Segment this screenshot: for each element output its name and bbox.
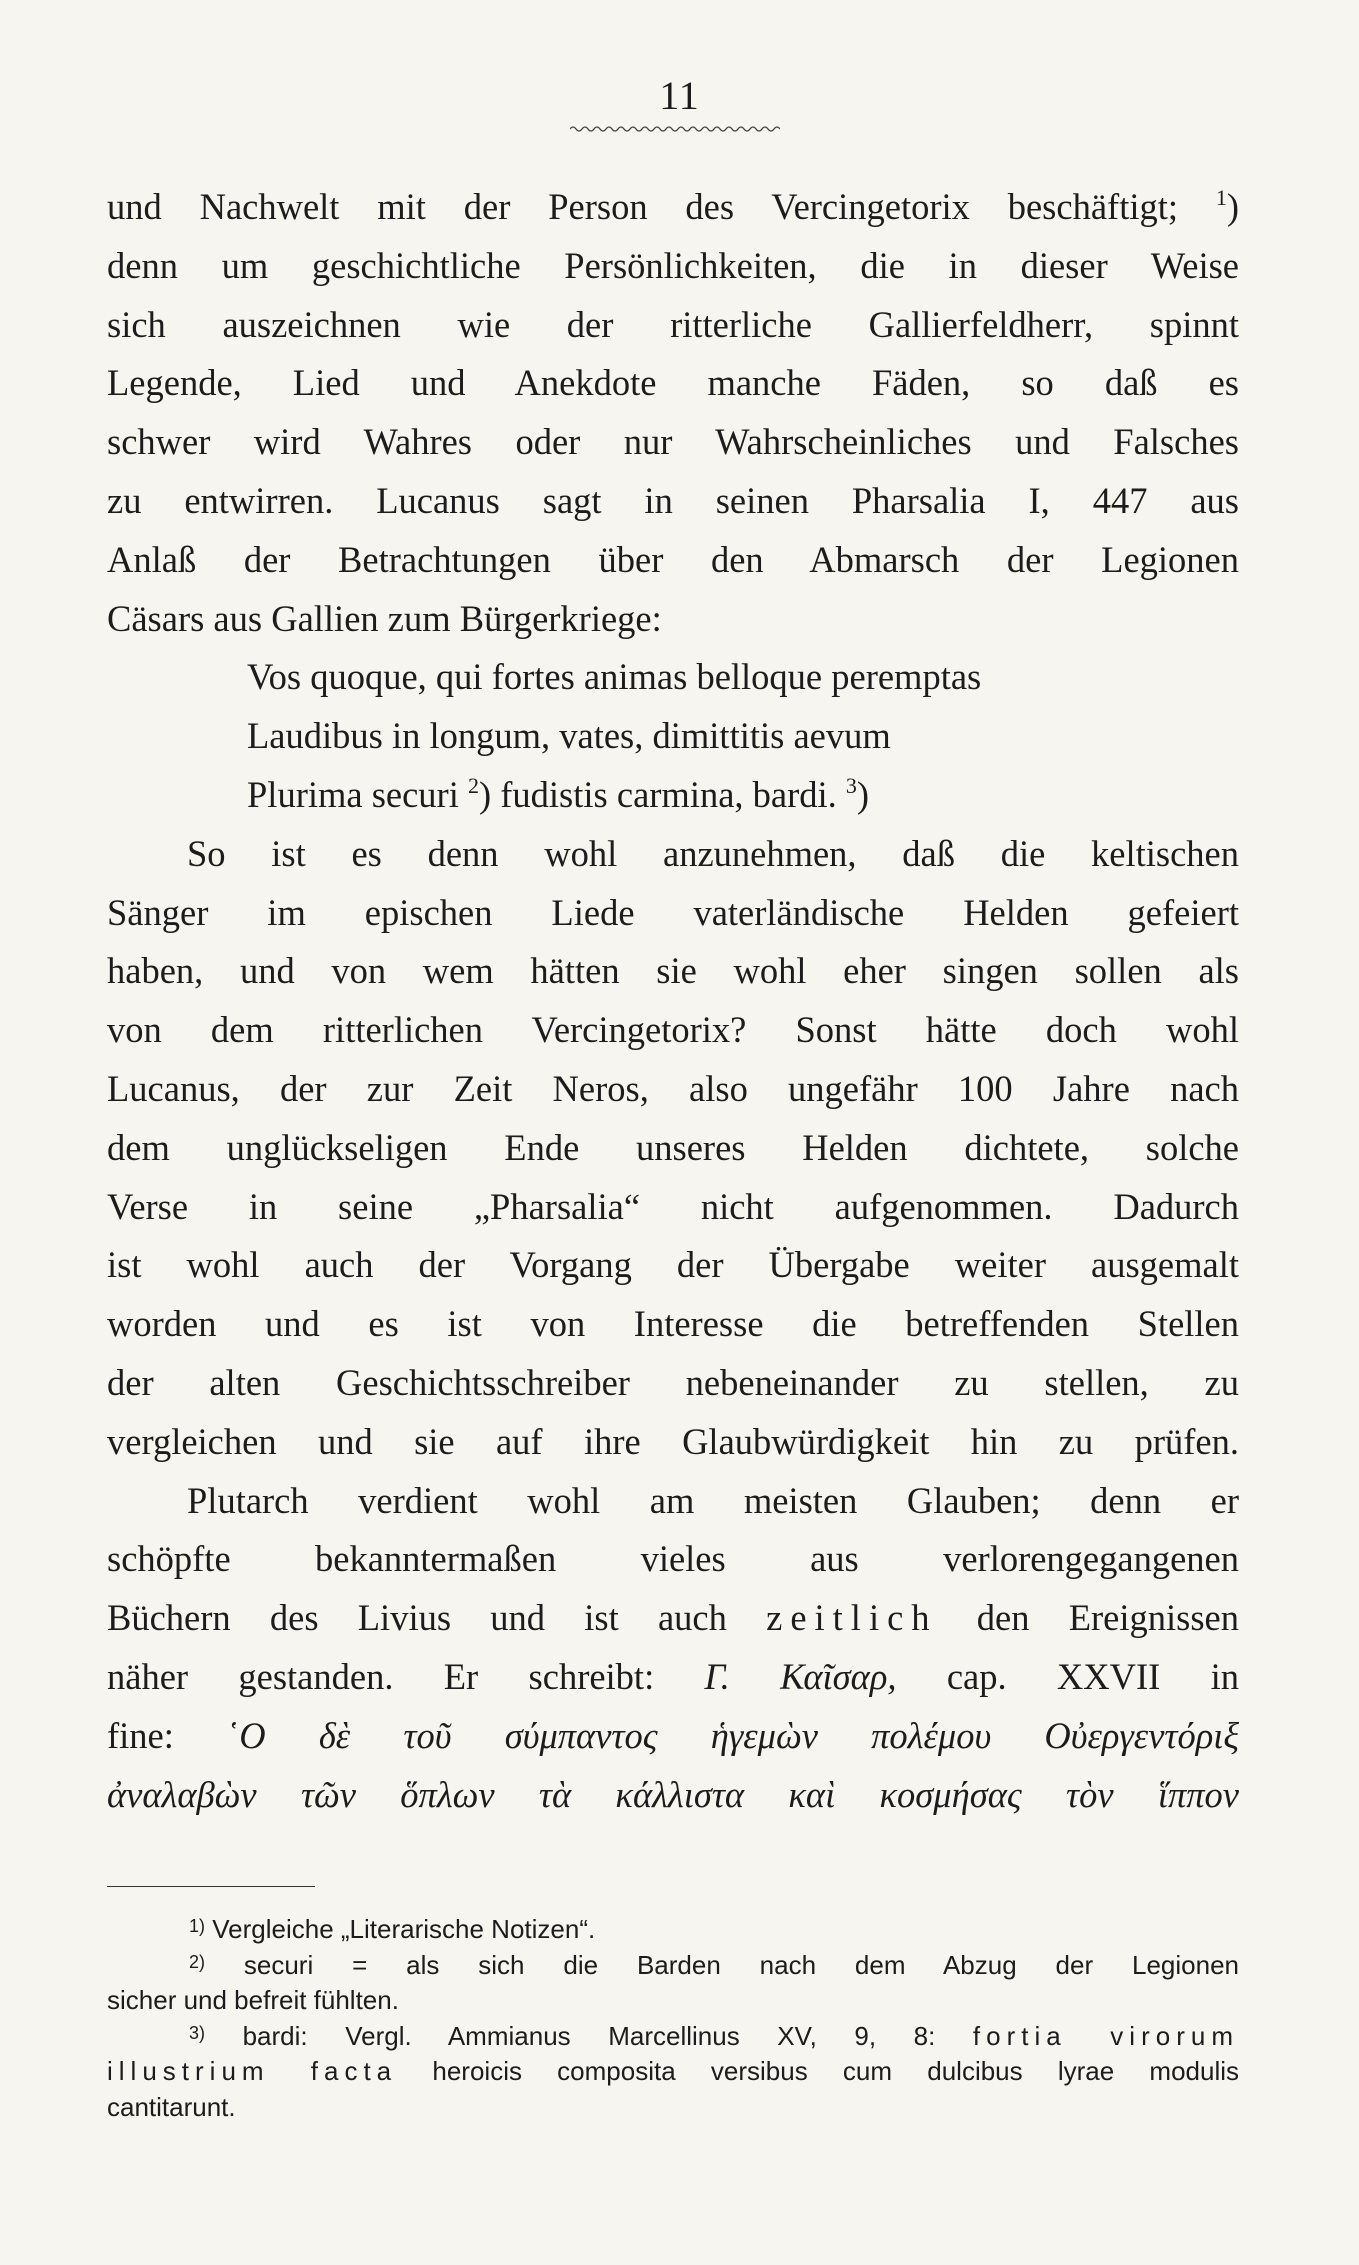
text-line: denn um geschichtliche Persönlichkeiten, die in dieser Weise [107, 244, 1239, 286]
verse-text: Plurima securi [247, 773, 459, 815]
footnote-text: securi = als sich die Barden nach dem Abzug der Legionen [243, 1949, 1239, 1980]
footnote-ref-3: 3 [845, 772, 857, 798]
text-line: von dem ritterlichen Vercingetorix? Sonst hätte doch wohl [107, 1009, 1239, 1051]
text-line [107, 1707, 1239, 1766]
text-line: dem unglückseligen Ende unseres Helden dichtete, solche [107, 1126, 1239, 1168]
footnotes [107, 1912, 1239, 2125]
verse-line: Vos quoque, qui fortes animas belloque peremptas [247, 656, 982, 698]
line-text: den Ereignissen [976, 1597, 1240, 1639]
text-line: zu entwirren. Lucanus sagt in seinen Pharsalia I, 447 aus [107, 479, 1239, 521]
text-line: Sänger im epischen Liede vaterländische Helden gefeiert [107, 891, 1239, 933]
text-line: Anlaß der Betrachtungen über den Abmarsch der Legionen [107, 538, 1239, 580]
footnote-marker: 1) [189, 1916, 206, 1936]
line-text: und Nachwelt mit der Person des Vercingetorix beschäftigt; [107, 186, 1179, 227]
verse-line [107, 766, 1239, 825]
verse-text: ) [856, 773, 870, 815]
text-line: vergleichen und sie auf ihre Glaubwürdigkeit hin zu prüfen. [107, 1420, 1239, 1462]
line-text: cap. XXVII in [946, 1655, 1240, 1697]
footnote-marker: 2) [189, 1951, 206, 1972]
text-line: Verse in seine „Pharsalia“ nicht aufgenommen. Dadurch [107, 1185, 1239, 1227]
footnote-2 [107, 1948, 1239, 1984]
page-number: 11 [659, 73, 700, 118]
line-text: ) [1226, 186, 1240, 227]
footnote-3 [107, 2019, 1239, 2055]
footnote-ref-1: 1 [1215, 185, 1227, 210]
footnote-2-continued: sicher und befreit fühlten. [107, 1985, 399, 2015]
text-line: ist wohl auch der Vorgang der Übergabe weiter ausgemalt [107, 1244, 1239, 1286]
paragraph-3 [107, 1472, 1239, 1825]
verse-text: ) fudistis carmina, bardi. [478, 773, 837, 815]
footnote-1 [107, 1912, 1239, 1948]
text-line [107, 1589, 1239, 1648]
text-line: Legende, Lied und Anekdote manche Fäden, so daß es [107, 362, 1239, 404]
footnote-3-end: cantitarunt. [107, 2091, 236, 2122]
footnote-text: Vergleiche „Literarische Notizen“. [212, 1914, 596, 1944]
text-line: Lucanus, der zur Zeit Neros, also ungefähr 100 Jahre nach [107, 1067, 1239, 1109]
greek-quote-line: ἀναλαβὼν τῶν ὅπλων τὰ κάλλιστα καὶ κοσμήσας τὸν ἵππον [107, 1773, 1239, 1815]
footnote-emphasis: fortia virorum [972, 2020, 1239, 2051]
footnote-text: heroicis composita versibus cum dulcibus lyrae modulis [432, 2056, 1240, 2086]
verse-line: Laudibus in longum, vates, dimittitis aevum [247, 715, 891, 757]
footnote-3-continued [107, 2054, 1239, 2090]
text-line: worden und es ist von Interesse die betreffenden Stellen [107, 1303, 1239, 1345]
footnote-separator [107, 1886, 315, 1887]
paragraph-1 [107, 178, 1239, 648]
text-line: schwer wird Wahres oder nur Wahrscheinliches und Falsches [107, 421, 1239, 463]
emphasized-word: zeitlich [766, 1597, 938, 1639]
footnote-emphasis: illustrium facta [107, 2056, 398, 2086]
text-line: Plutarch verdient wohl am meisten Glauben; denn er [187, 1479, 1239, 1521]
page-number-ornament [570, 124, 780, 134]
text-line: haben, und von wem hätten sie wohl eher singen sollen als [107, 950, 1239, 992]
line-text: Büchern des Livius und ist auch [107, 1597, 727, 1639]
text-line: Cäsars aus Gallien zum Bürgerkriege: [107, 597, 662, 639]
footnote-ref-2: 2 [467, 772, 479, 798]
text-line: schöpfte bekanntermaßen vieles aus verlorengegangenen [107, 1538, 1239, 1580]
greek-title: Γ. Καῖσαρ, [704, 1655, 897, 1697]
line-text: fine: [107, 1714, 174, 1756]
paragraph-2 [107, 825, 1239, 1472]
text-line: der alten Geschichtsschreiber nebeneinander zu stellen, zu [107, 1361, 1239, 1403]
text-line [107, 1648, 1239, 1707]
line-text: näher gestanden. Er schreibt: [107, 1655, 655, 1697]
footnote-text: bardi: Vergl. Ammianus Marcellinus XV, 9, 8: [242, 2020, 936, 2051]
text-line [107, 178, 1239, 237]
verse-quotation [107, 648, 1239, 824]
body-text [107, 178, 1239, 1824]
text-line: So ist es denn wohl anzunehmen, daß die keltischen [187, 832, 1239, 874]
footnote-marker: 3) [189, 2022, 206, 2043]
text-line: sich auszeichnen wie der ritterliche Gallierfeldherr, spinnt [107, 303, 1239, 345]
greek-quote: ῾Ο δὲ τοῦ σύμπαντος ἡγεμὼν πολέμου Οὐεργεντόριξ [227, 1714, 1239, 1756]
